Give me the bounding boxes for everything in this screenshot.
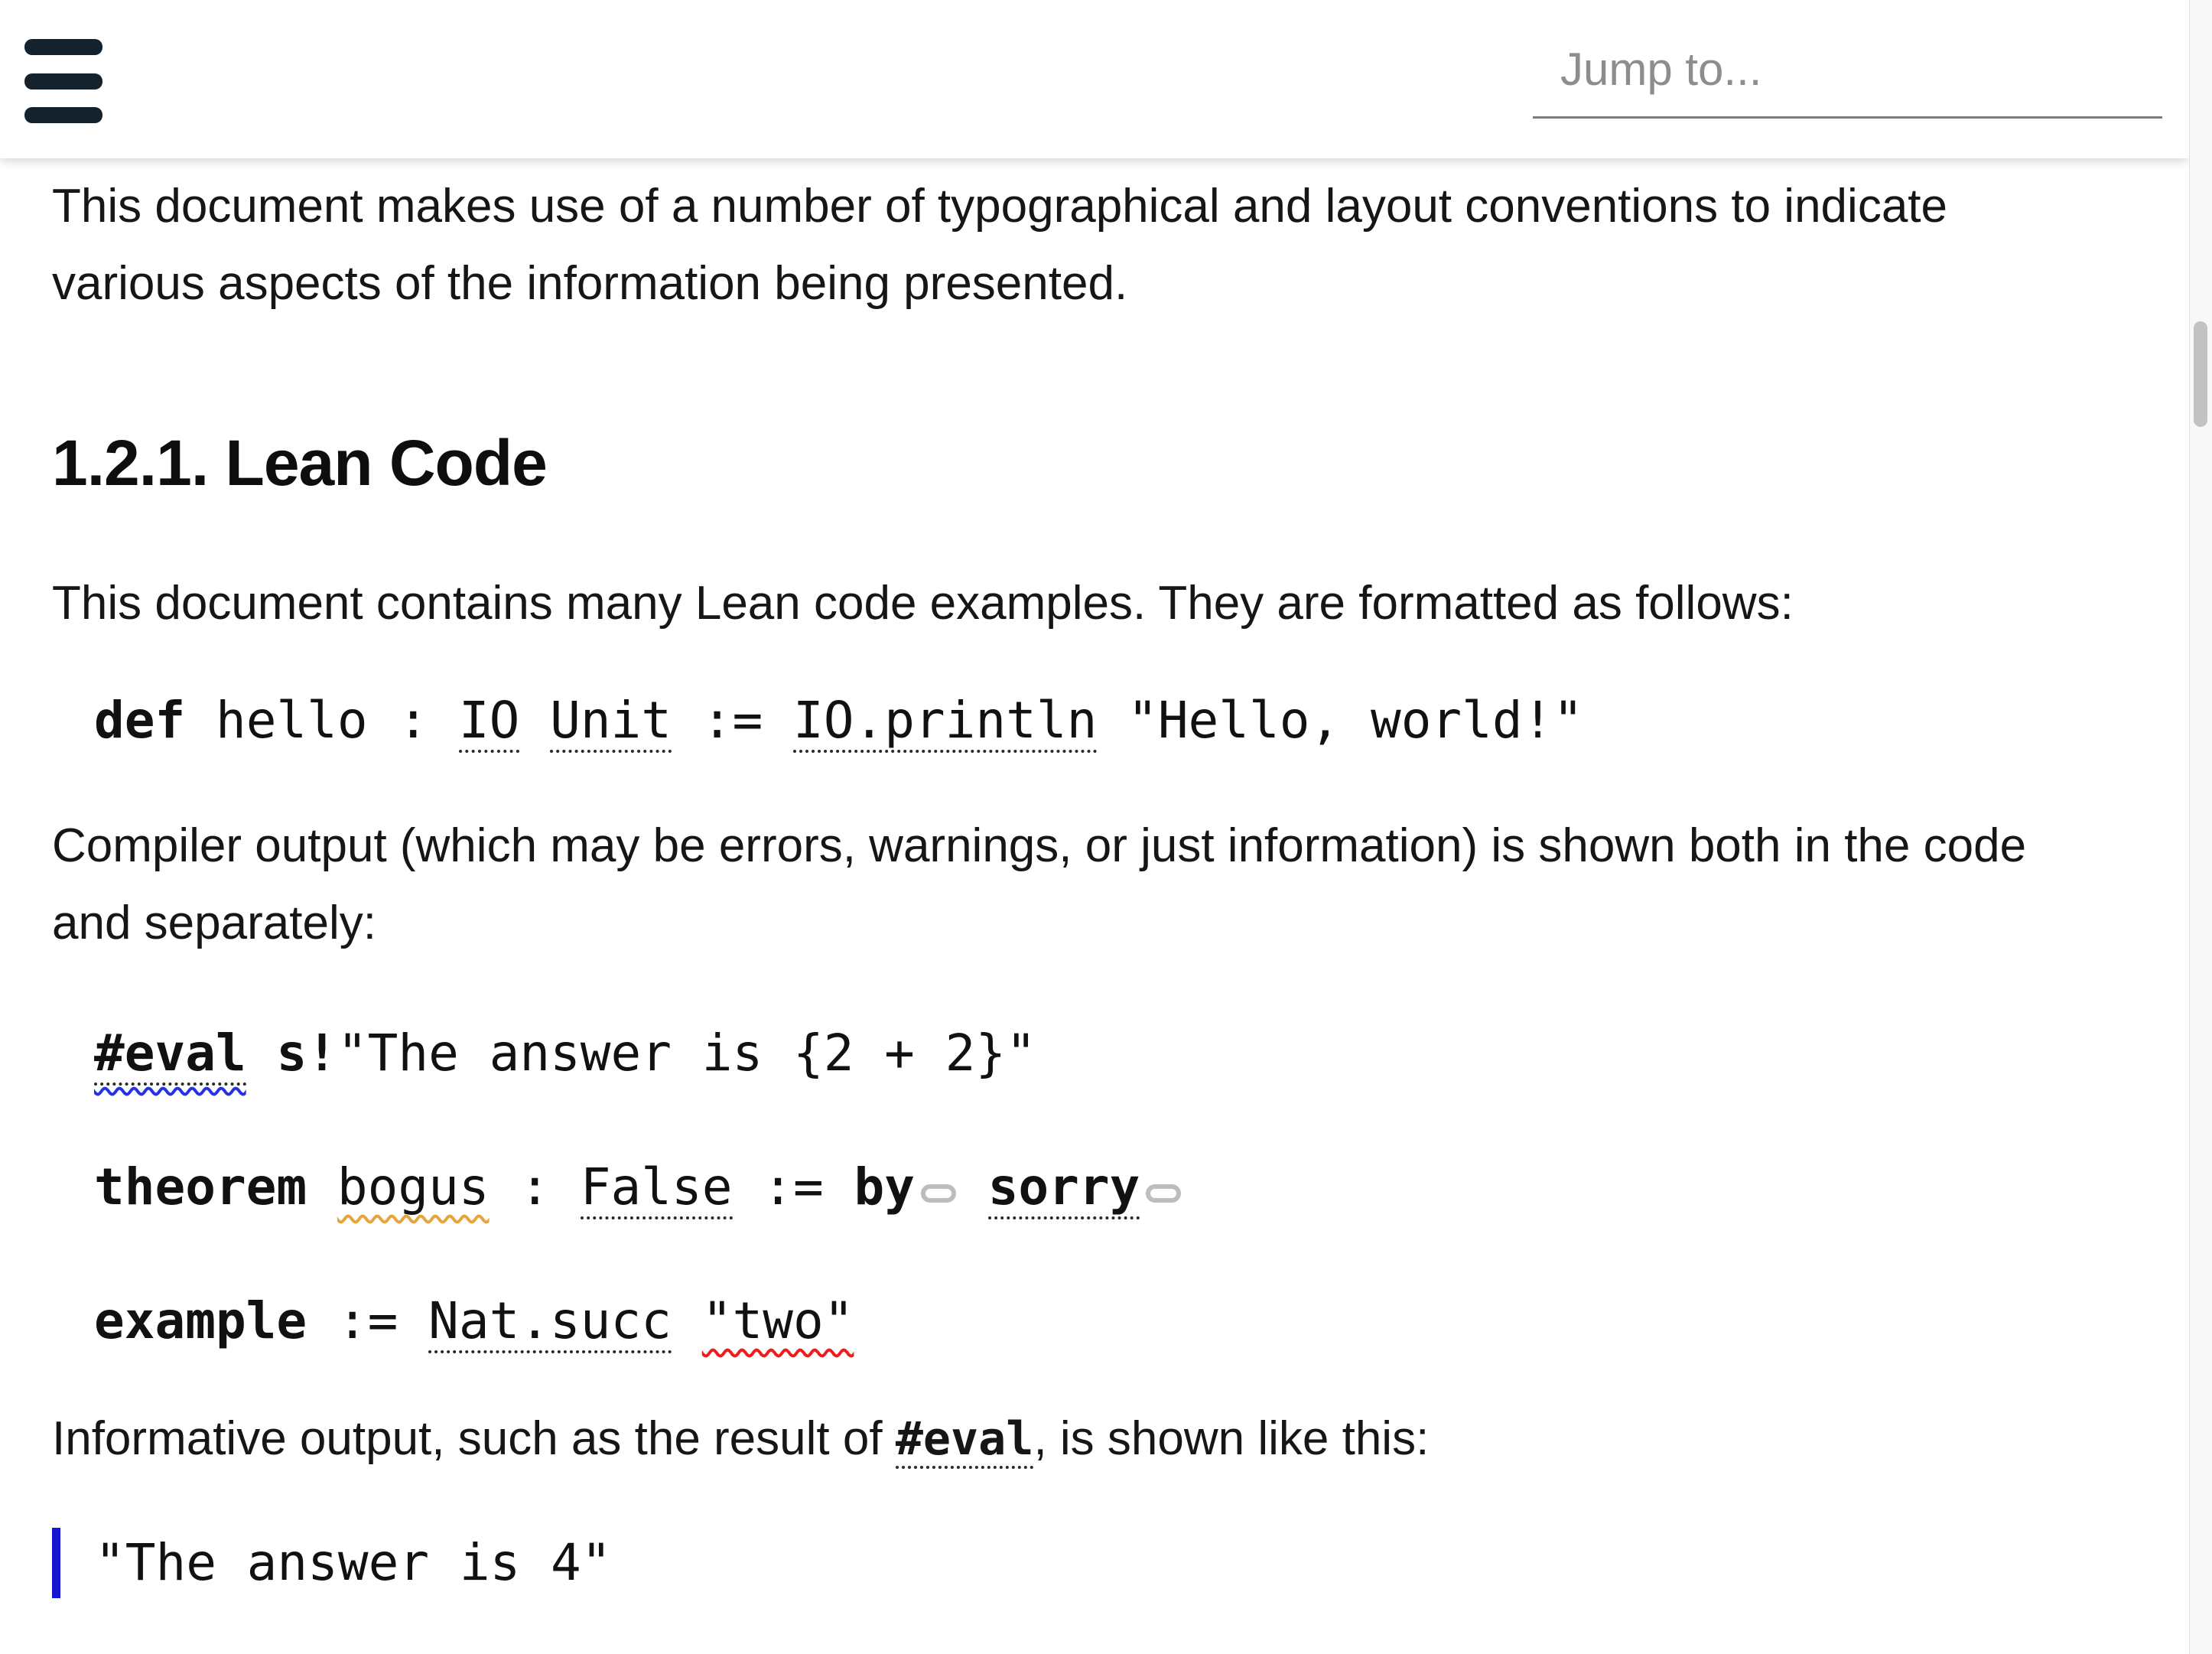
ident-bogus: bogus [337,1157,490,1216]
keyword-eval[interactable]: #eval [94,1024,246,1086]
content-area [0,158,2189,1598]
hover-pill-icon[interactable] [1146,1184,1181,1203]
string-interpolation-prefix: s! [276,1024,337,1083]
ident-False[interactable]: False [581,1157,733,1219]
intro-paragraph-line: This document makes use of a number of typographical and layout conventions to indicate [52,180,1948,233]
compiler-paragraph-line: and separately: [52,897,376,949]
code-token [672,1291,702,1350]
keyword-theorem: theorem [94,1157,307,1216]
code-token: := [732,1157,854,1216]
inline-code-eval[interactable]: #eval [896,1412,1034,1469]
code-line-theorem [52,1154,2125,1221]
code-block-hello [52,687,2125,754]
keyword-sorry[interactable]: sorry [988,1157,1140,1219]
code-token: hello : [185,691,459,750]
code-token: : [489,1157,581,1216]
jump-to-input[interactable] [1533,29,2162,119]
code-token: := [672,691,793,750]
keyword-by: by [854,1157,915,1216]
code-token [246,1024,277,1083]
code-line-eval [52,1020,2125,1087]
code-token: "Hello, world!" [1097,691,1584,750]
code-token: "The answer is {2 + 2}" [337,1024,1036,1083]
ident-IO-println[interactable]: IO.println [793,691,1097,753]
informative-text-after: , is shown like this: [1033,1412,1430,1465]
compiler-paragraph-line: Compiler output (which may be errors, warnings, or just information) is shown both in the code [52,819,2027,872]
code-token: := [307,1291,429,1350]
intro-paragraph-line: various aspects of the information being presented. [52,257,1128,310]
code-token [519,691,550,750]
eval-output-text: "The answer is 4" [95,1533,612,1592]
ident-IO[interactable]: IO [459,691,519,753]
code-token [958,1157,988,1216]
ident-Unit[interactable]: Unit [550,691,672,753]
eval-output-block [52,1528,2125,1598]
compiler-paragraph [52,807,2125,962]
menu-icon-bar [24,73,102,90]
menu-icon-bar [24,39,102,55]
code-token [307,1157,337,1216]
section-heading: 1.2.1. Lean Code [52,427,547,499]
menu-icon[interactable] [24,39,102,123]
top-nav-bar [0,0,2189,158]
code-line-example [52,1288,2125,1355]
keyword-example: example [94,1291,307,1350]
examples-paragraph: This document contains many Lean code examples. They are formatted as follows: [52,577,1794,630]
scrollbar-thumb[interactable] [2194,321,2207,427]
keyword-def: def [94,691,186,750]
scrollbar-track[interactable] [2189,0,2212,1654]
ident-Nat-succ[interactable]: Nat.succ [428,1291,672,1353]
hover-pill-icon[interactable] [921,1184,956,1203]
intro-paragraph [52,168,2125,322]
string-literal-two: "two" [701,1291,854,1350]
informative-text-before: Informative output, such as the result of [52,1412,896,1465]
menu-icon-bar [24,107,102,123]
informative-paragraph [52,1400,2125,1478]
